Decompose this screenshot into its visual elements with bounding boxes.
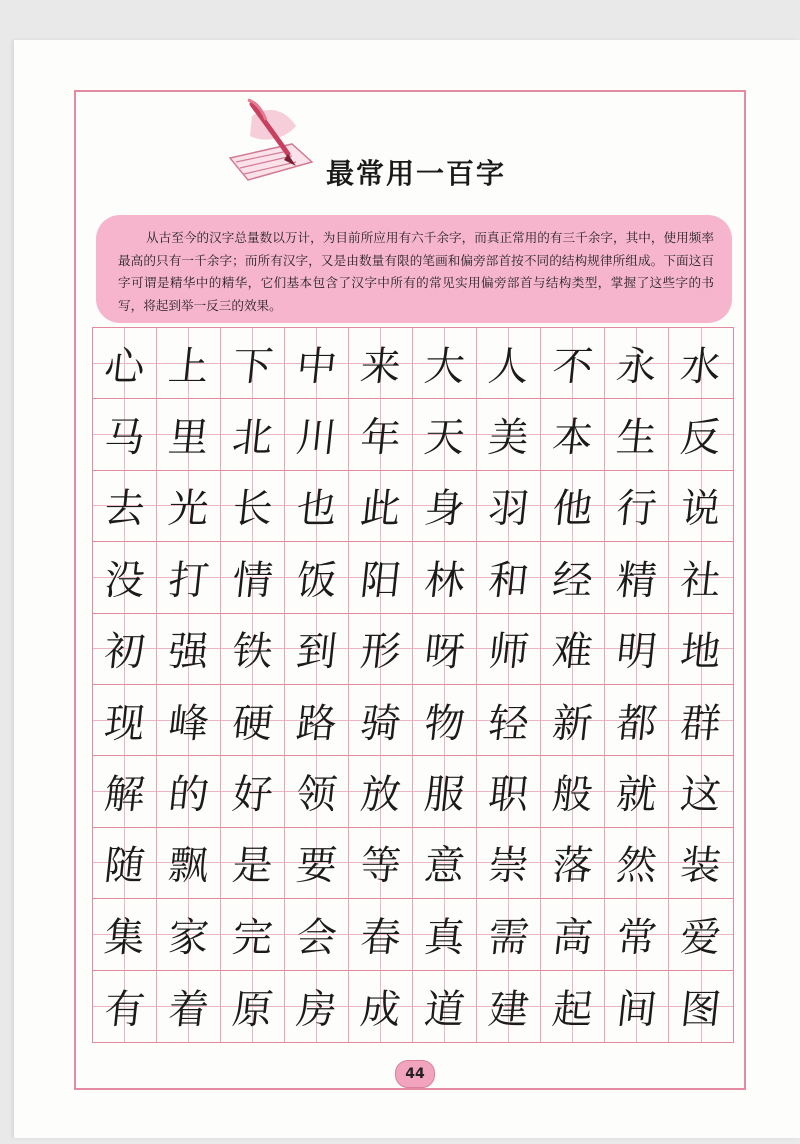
character-cell (541, 828, 605, 899)
character-cell (669, 828, 733, 899)
character-glyph: 下 (229, 343, 275, 390)
character-cell (477, 828, 541, 899)
character-glyph: 原 (229, 986, 275, 1033)
character-glyph: 职 (485, 772, 531, 819)
character-glyph: 然 (613, 843, 659, 890)
character-cell (477, 899, 541, 970)
character-glyph: 大 (421, 343, 467, 390)
character-cell (413, 756, 477, 827)
character-glyph: 落 (549, 843, 595, 890)
character-cell (157, 328, 221, 399)
character-glyph: 强 (165, 629, 211, 676)
character-cell (93, 614, 157, 685)
character-cell (477, 971, 541, 1042)
character-cell (93, 899, 157, 970)
character-glyph: 年 (357, 415, 403, 462)
character-glyph: 物 (421, 700, 467, 747)
character-cell (541, 756, 605, 827)
character-cell (349, 328, 413, 399)
character-glyph: 他 (549, 486, 595, 533)
character-cell (157, 756, 221, 827)
character-glyph: 林 (421, 557, 467, 604)
character-cell (413, 471, 477, 542)
character-cell (605, 685, 669, 756)
character-glyph: 师 (485, 629, 531, 676)
character-glyph: 完 (229, 914, 275, 961)
character-glyph: 飘 (165, 843, 211, 890)
character-cell (477, 542, 541, 613)
character-cell (413, 685, 477, 756)
page-title: 最常用一百字 (326, 157, 507, 190)
character-glyph: 呀 (421, 629, 467, 676)
character-glyph: 高 (549, 914, 595, 961)
quill-pen-icon (222, 96, 322, 192)
character-glyph: 是 (229, 843, 275, 890)
character-glyph: 到 (293, 629, 339, 676)
character-cell (221, 756, 285, 827)
character-cell (93, 471, 157, 542)
character-cell (413, 899, 477, 970)
character-glyph: 般 (549, 772, 595, 819)
character-cell (669, 471, 733, 542)
character-cell (605, 614, 669, 685)
character-cell (285, 399, 349, 470)
character-cell (221, 328, 285, 399)
character-glyph: 也 (293, 486, 339, 533)
character-glyph: 春 (357, 914, 403, 961)
character-cell (349, 399, 413, 470)
character-cell (349, 471, 413, 542)
character-glyph: 真 (421, 914, 467, 961)
character-glyph: 崇 (485, 843, 531, 890)
character-cell (285, 899, 349, 970)
character-glyph: 形 (357, 629, 403, 676)
character-glyph: 成 (357, 986, 403, 1033)
character-glyph: 此 (357, 486, 403, 533)
character-cell (285, 614, 349, 685)
character-glyph: 本 (549, 415, 595, 462)
character-glyph: 起 (549, 986, 595, 1033)
character-cell (605, 399, 669, 470)
character-glyph: 精 (613, 557, 659, 604)
character-cell (93, 542, 157, 613)
character-cell (605, 971, 669, 1042)
character-cell (541, 685, 605, 756)
character-glyph: 美 (485, 415, 531, 462)
character-glyph: 道 (421, 986, 467, 1033)
character-glyph: 天 (421, 415, 467, 462)
character-cell (285, 828, 349, 899)
character-grid (92, 327, 734, 1043)
character-glyph: 这 (678, 772, 724, 819)
character-glyph: 铁 (229, 629, 275, 676)
character-cell (285, 542, 349, 613)
character-cell (157, 899, 221, 970)
character-glyph: 家 (165, 914, 211, 961)
character-cell (221, 471, 285, 542)
character-cell (157, 542, 221, 613)
character-cell (349, 756, 413, 827)
character-cell (349, 614, 413, 685)
character-cell (413, 614, 477, 685)
character-glyph: 不 (549, 343, 595, 390)
character-glyph: 图 (678, 986, 724, 1033)
character-glyph: 骑 (357, 700, 403, 747)
character-glyph: 意 (421, 843, 467, 890)
character-glyph: 心 (101, 343, 147, 390)
character-cell (93, 328, 157, 399)
character-cell (349, 685, 413, 756)
character-glyph: 初 (101, 629, 147, 676)
character-cell (605, 471, 669, 542)
character-glyph: 装 (678, 843, 724, 890)
character-cell (541, 614, 605, 685)
character-cell (541, 971, 605, 1042)
character-cell (413, 328, 477, 399)
character-glyph: 会 (293, 914, 339, 961)
character-cell (477, 685, 541, 756)
character-cell (605, 328, 669, 399)
character-cell (413, 828, 477, 899)
character-glyph: 要 (293, 843, 339, 890)
character-cell (605, 542, 669, 613)
character-cell (349, 899, 413, 970)
character-cell (221, 399, 285, 470)
character-glyph: 生 (613, 415, 659, 462)
character-cell (477, 614, 541, 685)
character-glyph: 房 (293, 986, 339, 1033)
character-cell (221, 614, 285, 685)
character-glyph: 水 (678, 343, 724, 390)
character-glyph: 地 (678, 629, 724, 676)
character-glyph: 反 (678, 415, 724, 462)
character-cell (93, 971, 157, 1042)
character-glyph: 轻 (485, 700, 531, 747)
character-cell (669, 971, 733, 1042)
character-cell (221, 971, 285, 1042)
character-cell (477, 328, 541, 399)
character-cell (541, 899, 605, 970)
character-glyph: 阳 (357, 557, 403, 604)
character-cell (605, 828, 669, 899)
character-glyph: 明 (613, 629, 659, 676)
character-glyph: 的 (165, 772, 211, 819)
character-cell (477, 399, 541, 470)
character-glyph: 长 (229, 486, 275, 533)
character-glyph: 常 (613, 914, 659, 961)
character-cell (221, 542, 285, 613)
character-glyph: 需 (485, 914, 531, 961)
character-cell (477, 471, 541, 542)
character-cell (413, 399, 477, 470)
character-glyph: 领 (293, 772, 339, 819)
character-cell (93, 399, 157, 470)
character-glyph: 行 (613, 486, 659, 533)
character-glyph: 没 (101, 557, 147, 604)
character-glyph: 光 (165, 486, 211, 533)
character-cell (285, 971, 349, 1042)
character-cell (157, 399, 221, 470)
character-cell (605, 756, 669, 827)
character-glyph: 羽 (485, 486, 531, 533)
character-cell (285, 471, 349, 542)
character-cell (669, 399, 733, 470)
character-glyph: 中 (293, 343, 339, 390)
character-glyph: 集 (101, 914, 147, 961)
character-cell (669, 685, 733, 756)
character-cell (669, 328, 733, 399)
character-glyph: 身 (421, 486, 467, 533)
character-glyph: 马 (101, 415, 147, 462)
character-glyph: 间 (613, 986, 659, 1033)
character-cell (541, 542, 605, 613)
page-number-badge: 44 (395, 1060, 435, 1088)
character-cell (285, 756, 349, 827)
character-cell (221, 685, 285, 756)
character-glyph: 饭 (293, 557, 339, 604)
character-glyph: 解 (101, 772, 147, 819)
character-cell (541, 399, 605, 470)
intro-paragraph: 从古至今的汉字总量数以万计，为目前所应用有六千余字，而真正常用的有三千余字，其中，使用频率最高的只有一千余字；而所有汉字，又是由数量有限的笔画和偏旁部首按不同的结构规律所组成。下面这百字可谓是精华中的精华，它们基本包含了汉字中所有的常见实用偏旁部首与结构类型，掌握了这些字的书写，将起到举一反三的效果。 (96, 215, 732, 323)
character-glyph: 等 (357, 843, 403, 890)
character-cell (221, 828, 285, 899)
character-cell (669, 614, 733, 685)
character-glyph: 好 (229, 772, 275, 819)
character-glyph: 服 (421, 772, 467, 819)
character-glyph: 着 (165, 986, 211, 1033)
character-cell (349, 971, 413, 1042)
character-cell (285, 685, 349, 756)
character-glyph: 人 (485, 343, 531, 390)
character-glyph: 群 (678, 700, 724, 747)
character-glyph: 建 (485, 986, 531, 1033)
character-cell (605, 899, 669, 970)
character-cell (93, 828, 157, 899)
character-glyph: 就 (613, 772, 659, 819)
character-cell (669, 542, 733, 613)
character-cell (669, 756, 733, 827)
character-glyph: 难 (549, 629, 595, 676)
character-glyph: 北 (229, 415, 275, 462)
character-glyph: 有 (101, 986, 147, 1033)
character-cell (93, 685, 157, 756)
character-cell (93, 756, 157, 827)
character-cell (157, 471, 221, 542)
character-cell (669, 899, 733, 970)
character-cell (157, 685, 221, 756)
character-cell (413, 971, 477, 1042)
character-glyph: 和 (485, 557, 531, 604)
character-glyph: 峰 (165, 700, 211, 747)
character-glyph: 打 (165, 557, 211, 604)
character-cell (541, 328, 605, 399)
character-cell (349, 542, 413, 613)
character-cell (157, 971, 221, 1042)
character-glyph: 去 (101, 486, 147, 533)
character-glyph: 硬 (229, 700, 275, 747)
character-glyph: 新 (549, 700, 595, 747)
character-cell (157, 614, 221, 685)
character-cell (157, 828, 221, 899)
character-cell (221, 899, 285, 970)
character-glyph: 上 (165, 343, 211, 390)
character-glyph: 情 (229, 557, 275, 604)
character-glyph: 永 (613, 343, 659, 390)
character-cell (477, 756, 541, 827)
character-cell (349, 828, 413, 899)
character-cell (541, 471, 605, 542)
character-cell (413, 542, 477, 613)
character-glyph: 川 (293, 415, 339, 462)
character-glyph: 经 (549, 557, 595, 604)
character-glyph: 社 (678, 557, 724, 604)
character-glyph: 都 (613, 700, 659, 747)
character-glyph: 说 (678, 486, 724, 533)
character-glyph: 爱 (678, 914, 724, 961)
character-glyph: 路 (293, 700, 339, 747)
character-glyph: 放 (357, 772, 403, 819)
character-glyph: 来 (357, 343, 403, 390)
character-glyph: 里 (165, 415, 211, 462)
character-glyph: 随 (101, 843, 147, 890)
character-glyph: 现 (101, 700, 147, 747)
character-cell (285, 328, 349, 399)
